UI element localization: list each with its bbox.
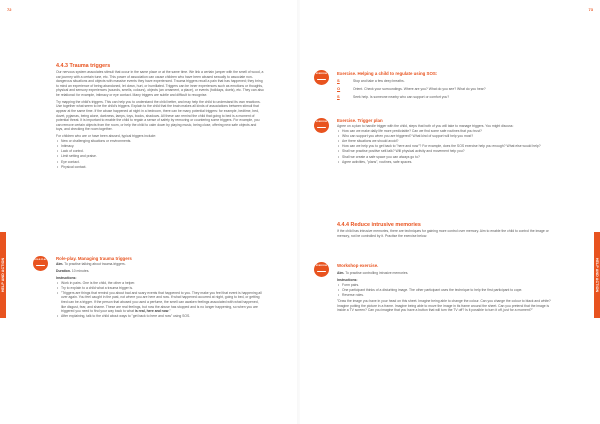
sos-step xyxy=(337,95,551,100)
badge-label: EXERCISE xyxy=(315,121,328,123)
trigger-plan-title: Exercise. Trigger plan xyxy=(337,118,383,123)
badge-bar xyxy=(317,79,326,81)
list-item: • Lack of control. xyxy=(56,149,264,154)
side-tab-label: HELP AND ACTION xyxy=(595,257,599,293)
trigger-plan-list xyxy=(337,129,551,164)
badge-bar xyxy=(317,127,326,129)
list-item: • How can we make daily life more predictable? Can we find some safe routines that you trust? xyxy=(337,129,551,134)
roleplay-title: Role-play. Managing trauma triggers xyxy=(56,256,132,261)
sos-steps xyxy=(337,79,551,99)
list-item: • Agree activities, "plans", routines, safe spaces. xyxy=(337,160,551,165)
duration-text: 10 minutes. xyxy=(71,268,90,273)
sos-step xyxy=(337,87,551,92)
right-page xyxy=(300,0,600,424)
paragraph: For children who are or have been abused, typical triggers include: xyxy=(56,134,157,139)
roleplay-badge-icon xyxy=(33,256,48,271)
sos-badge-icon xyxy=(314,70,329,85)
workshop-instructions xyxy=(337,283,551,298)
triggers-list xyxy=(56,139,264,169)
aim-label: Aim. xyxy=(337,271,345,275)
duration-label: Duration. xyxy=(56,268,71,273)
list-item: • Are there situations we should avoid? xyxy=(337,139,551,144)
list-item: • One participant thinks of a disturbing image. The other participant uses the technique to help the first participant to cope. xyxy=(337,288,551,293)
roleplay-box xyxy=(56,256,264,319)
list-item: • Shall we create a safe space you can always go to? xyxy=(337,155,551,160)
paragraph: If the child has intrusive memories, there are techniques for gaining more control over memory. Aim to enable the child to control the image or memory, not be controlled by it. Practise the exercise below. xyxy=(337,229,549,238)
instructions-label xyxy=(56,276,264,281)
step-text: Orient. Check your surroundings. Where are you? What do you see? What do you hear? xyxy=(353,86,486,91)
instructions-label xyxy=(337,278,551,283)
list-item: • Shall we practise positive self-talk? Will physical activity and movement help you? xyxy=(337,149,551,154)
duration-line xyxy=(56,269,264,274)
list-item: • Intimacy. xyxy=(56,144,264,149)
badge-label: EXERCISE xyxy=(315,265,328,267)
side-tab-right xyxy=(594,232,600,318)
trigger-plan-box xyxy=(337,118,551,165)
aim-text: To practise controlling intrusive memories. xyxy=(345,271,409,275)
instructions-heading: Instructions: xyxy=(337,277,358,282)
list-item: • Physical contact. xyxy=(56,165,264,170)
intrusive-memories-section xyxy=(337,222,551,240)
quote-part: "Triggers are things that remind you about bad and scary events that happened to you. They make you feel that event is happening all over again. You feel caught in the past, not where you are here and now. If what happened occurred at night, going to bed, or getting tired can be a trigger. If the person that abused you used a perfume, the smell can awaken feelings associated with what happened, like disgust, fear, and shame. These are real feelings, but now the abuse has stopped and is no longer happening, so when you are triggered you need to find your way back to what xyxy=(61,290,262,314)
step-letter: S xyxy=(337,78,340,83)
list-item: • Try to explain to a child what a trauma trigger is. xyxy=(56,286,264,291)
sos-title: Exercise. Helping a child to regulate using SOS: xyxy=(337,71,438,76)
instructions-heading: Instructions: xyxy=(56,275,77,280)
list-item xyxy=(56,291,264,314)
section-title: 4.4.3 Trauma triggers xyxy=(56,63,111,69)
step-text: Stop and take a few deep breaths. xyxy=(353,79,405,83)
section-title: 4.4.4 Reduce intrusive memories xyxy=(337,222,421,228)
step-text: Seek help. Is someone nearby who can support or comfort you? xyxy=(353,94,450,99)
badge-bar xyxy=(317,271,326,273)
page-number-right: 73 xyxy=(588,7,593,12)
side-tab-left xyxy=(0,232,6,318)
list-item: • Form pairs. xyxy=(337,283,551,288)
quote-emphasis: is real, here and now xyxy=(134,309,169,314)
list-item: • Who can support you when you are triggered? What kind of support will help you most? xyxy=(337,134,551,139)
side-tab-label: HELP AND ACTION xyxy=(1,257,5,293)
trauma-triggers-section xyxy=(56,63,264,170)
workshop-badge-icon xyxy=(314,262,329,277)
badge-bar xyxy=(36,265,45,267)
step-letter: S xyxy=(337,93,340,99)
paragraph: Our nervous system associates stimuli that occur in the same place or at the same time. We link a certain jumper with the smell of wood, a car journey with a certain tune, etc. This power of association can cause children who have been abused sexually to associate non-dangerous situations and objects with massive events they have experienced. Trauma triggers recall a pain that has happened; they bring to mind an experience of being abandoned, let down, hurt, or humiliated. Triggers can be inner experiences such as emotions or thoughts, physical and sensory experiences (sounds, smells, colours), objects (an ornament, a place), or events (holidays, duels), etc. They can also be relational: for example, intimacy or eye contact. Many triggers are subtle and difficult to recognise. xyxy=(56,70,264,97)
paragraph: Try mapping the child's triggers. This can help you to understand the child better, and may help the child to understand its own reactions. Use together what seem to be the child's triggers. Explain to the child that the brain makes all kinds of associations between stimuli that appear at the same time. If the abuse happened at night in a bedroom, there can be many potential triggers: for example, bedtime, bed, duvet, pyjamas, being alone, darkness, lamps, toys, books, shadows. All these can remind the child that going to bed is a moment of potential threat. It is important to enable the child to regain a sense of safety by removing or countering some triggers. For example, you can remove certain objects from the room, or help the child to calm down by playing music, being close, offering new safe objects and toys, and checking the room together. xyxy=(56,99,261,132)
workshop-quote: "Draw the image you have in your head on this sheet. Imagine being able to change the colour. Can you change the colour to black and white? Imagine putting the picture in a frame. Imagine being able to move the image in its frame around the sheet. Can you pretend that the image is inside a TV screen? Can you imagine that you have a button that will turn the TV off? Is it possible to turn it off, just for a moment?" xyxy=(337,299,551,313)
aim-line xyxy=(337,271,551,276)
step-letter: O xyxy=(337,85,341,91)
list-item: • Limit setting and praise. xyxy=(56,154,264,159)
trigger-plan-badge-icon xyxy=(314,118,329,133)
trigger-plan-intro: Agree on a plan to handle trigger with the child, steps that both of you will take to manage triggers. You might discuss: xyxy=(337,124,514,128)
quote-end: ." xyxy=(168,309,171,314)
roleplay-instructions xyxy=(56,281,264,319)
aim-label: Aim. xyxy=(56,262,64,266)
aim-line xyxy=(56,262,264,267)
sos-exercise-box xyxy=(337,71,551,102)
list-item: • New or challenging situations or environments. xyxy=(56,139,264,144)
badge-label: ROLE-PLAY xyxy=(34,259,47,261)
badge-label: EXERCISE xyxy=(315,73,328,75)
list-item: • After explaining, talk to the child about ways to "get back to here and now" using SOS. xyxy=(56,314,264,319)
list-item: • Reverse roles. xyxy=(337,293,551,298)
list-item: • Eye contact. xyxy=(56,160,264,165)
page-number-left: 72 xyxy=(7,7,12,12)
workshop-box xyxy=(337,263,551,315)
sos-step xyxy=(337,79,551,84)
workshop-title: Workshop exercise. xyxy=(337,263,379,268)
list-item: • How can we help you to get back to "here and now"? For example, does the SOS exercise help you enough? What else would help? xyxy=(337,144,551,149)
list-item: • Work in pairs. One is the child, the other a helper. xyxy=(56,281,264,286)
aim-text: To practise talking about trauma-triggers. xyxy=(64,262,126,266)
